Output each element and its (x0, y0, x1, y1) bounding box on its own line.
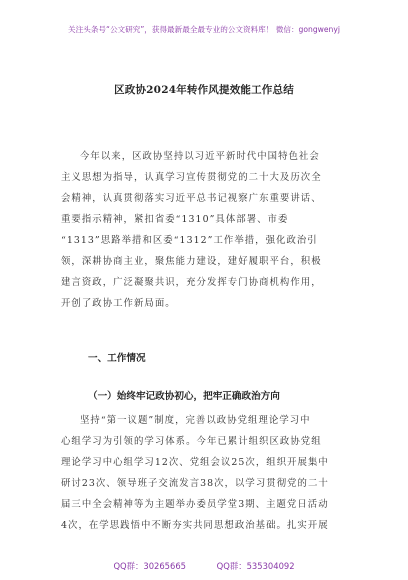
subsection-heading: （一）始终牢记政协初心，把牢正确政治方向 (88, 391, 280, 402)
text-line: 今年以来，区政协坚持以习近平新时代中国特色社会 (80, 151, 320, 162)
text-line: 开创了政协工作新局面。 (61, 298, 176, 309)
paragraph-study (61, 410, 361, 536)
text-line: 坚持“第一议题”制度，完善以政协党组理论学习中 (80, 415, 311, 426)
text-line: 心组学习为引领的学习体系。今年已累计组织区政协党组 (61, 436, 322, 447)
header-note: 关注头条号“公文研究”，获得最新最全最专业的公文资料库！ 微信：gongwenyj (68, 25, 340, 34)
text-line: 届三中全会精神等为主题举办委员学堂3期、主题党日活动 (61, 499, 329, 510)
document-title: 区政协2024年转作风提效能工作总结 (114, 84, 294, 96)
text-line: 理论学习中心组学习12次、党组会议25次，组织开展集中 (61, 457, 329, 468)
text-line: 研讨23次、领导班子交流发言38次，以学习贯彻党的二十 (61, 478, 329, 489)
text-line: 主义思想为指导，认真学习宣传贯彻党的二十大及历次全 (61, 172, 322, 183)
section-heading: 一、工作情况 (88, 353, 146, 364)
text-line: 会精神，认真贯彻落实习近平总书记视察广东重要讲话、 (61, 193, 322, 204)
footer (0, 560, 408, 572)
text-line: 重要指示精神，紧扣省委“1310”具体部署、市委 (61, 214, 289, 225)
footer-qq-group-2: QQ群：535304092 (216, 561, 295, 571)
footer-qq-group-1: QQ群：30265665 (113, 561, 186, 571)
text-line: “1313”思路举措和区委“1312”工作举措，强化政治引 (61, 235, 318, 246)
text-line: 建言资政，广泛凝聚共识，充分发挥专门协商机构作用， (61, 277, 322, 288)
paragraph-intro (61, 146, 361, 314)
text-line: 4次，在学思践悟中不断夯实共同思想政治基础。扎实开展 (61, 520, 329, 531)
text-line: 领，深耕协商主业，聚焦能力建设，建好履职平台，积极 (61, 256, 322, 267)
